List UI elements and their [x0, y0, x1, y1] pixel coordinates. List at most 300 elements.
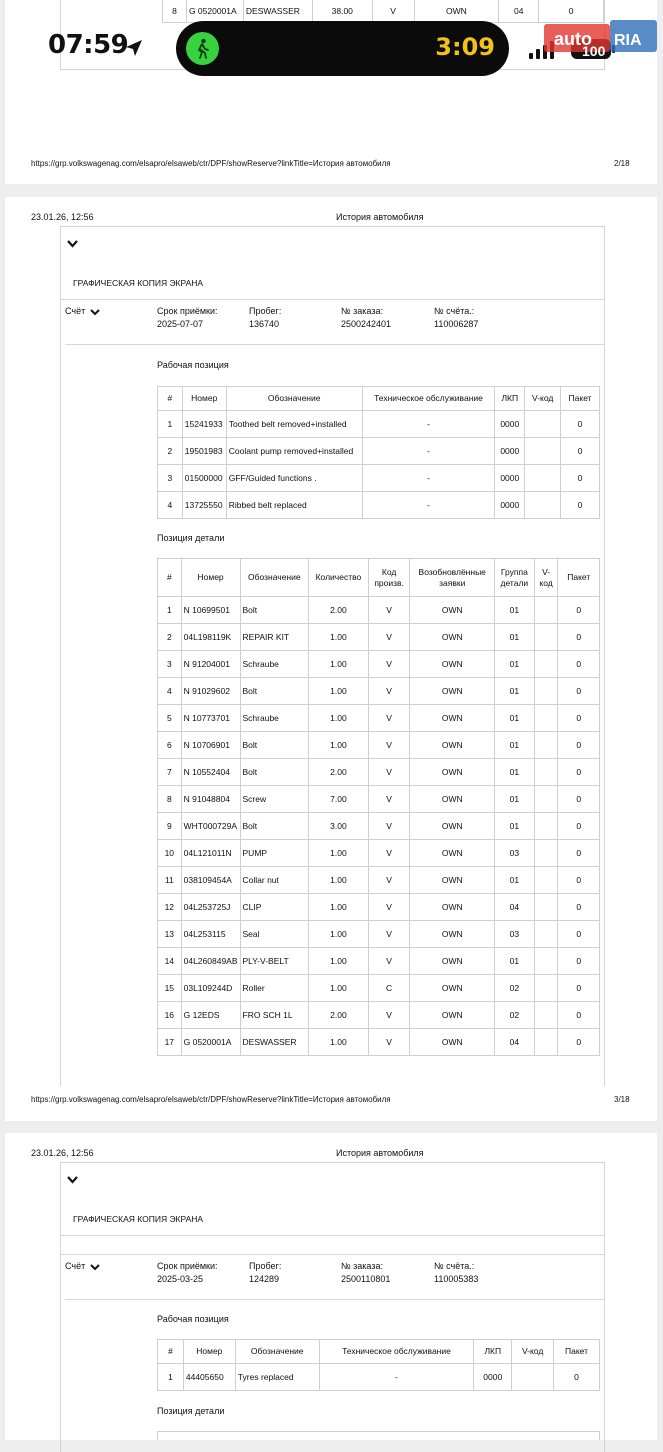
page-4-date: 23.01.26, 12:56 [31, 1148, 94, 1158]
table-cell: 03 [494, 840, 534, 867]
table-row [158, 678, 600, 705]
table-cell: 3 [158, 651, 182, 678]
divider [61, 299, 604, 300]
table-row [158, 438, 600, 465]
table-cell: 01 [494, 651, 534, 678]
table-cell: 1.00 [309, 867, 369, 894]
table-cell: C [368, 975, 410, 1002]
page-3-date: 23.01.26, 12:56 [31, 212, 94, 222]
table-cell: 038109454A [181, 867, 240, 894]
collapse-chevron-icon[interactable] [67, 239, 78, 248]
table-cell: - [362, 465, 495, 492]
column-header: ЛКП [495, 387, 525, 411]
table-cell: 2 [158, 624, 182, 651]
mileage-label: Пробег: [249, 1261, 282, 1271]
table-cell: 01 [494, 678, 534, 705]
table-row [158, 975, 600, 1002]
table-row [158, 1002, 600, 1029]
table-row [158, 948, 600, 975]
table-cell: 1 [158, 597, 182, 624]
table-cell: Screw [240, 786, 309, 813]
location-arrow-icon [124, 38, 144, 58]
table-cell: 1.00 [309, 732, 369, 759]
table-cell: 1.00 [309, 678, 369, 705]
table-cell: 0 [558, 678, 600, 705]
table-cell: 0 [561, 438, 600, 465]
table-cell: Bolt [240, 597, 309, 624]
table-cell: 12 [158, 894, 182, 921]
table-row [158, 840, 600, 867]
table-cell: 1.00 [309, 624, 369, 651]
table-cell: V [368, 651, 410, 678]
column-header: Обозначение [240, 559, 309, 597]
table-cell [534, 705, 558, 732]
table-cell: 01 [494, 786, 534, 813]
table-cell: 0 [558, 624, 600, 651]
walking-activity-icon [186, 32, 219, 65]
table-cell: 0 [558, 867, 600, 894]
table-cell: OWN [410, 678, 495, 705]
chevron-down-icon [90, 308, 100, 316]
column-header: V-код [525, 387, 561, 411]
table-row [158, 921, 600, 948]
page-4-screen-copy-label: ГРАФИЧЕСКАЯ КОПИЯ ЭКРАНА [73, 1214, 204, 1224]
table-cell [534, 840, 558, 867]
table-cell: 04L253725J [181, 894, 240, 921]
table-cell: V [368, 1029, 410, 1056]
accept-date-value: 2025-07-07 [157, 319, 204, 329]
table-cell: 0 [558, 840, 600, 867]
table-cell [534, 867, 558, 894]
table-cell: 01 [494, 732, 534, 759]
table-cell: 0000 [495, 465, 525, 492]
table-cell: G 0520001A [181, 1029, 240, 1056]
column-header: Группа детали [494, 559, 534, 597]
column-header: Пакет [554, 1340, 600, 1364]
table-cell: 15241933 [182, 411, 226, 438]
table-cell: - [362, 492, 495, 519]
table-cell: V [368, 894, 410, 921]
table-cell: 0 [558, 651, 600, 678]
table-row [158, 651, 600, 678]
accept-date-label: Срок приёмки: [157, 306, 218, 316]
table-row [158, 867, 600, 894]
table-cell: Tyres replaced [235, 1364, 319, 1391]
table-cell: G 12EDS [181, 1002, 240, 1029]
table-cell: OWN [410, 651, 495, 678]
table-cell: OWN [414, 0, 499, 22]
table-cell: OWN [410, 840, 495, 867]
divider [61, 1254, 604, 1255]
table-cell: 16 [158, 1002, 182, 1029]
table-cell: N 10699501 [181, 597, 240, 624]
table-cell: Schraube [240, 705, 309, 732]
table-cell: 0 [558, 597, 600, 624]
page-3-mileage [249, 305, 281, 331]
column-header: Обозначение [226, 387, 362, 411]
table-cell: 2.00 [309, 597, 369, 624]
table-cell: OWN [410, 948, 495, 975]
mileage-label: Пробег: [249, 306, 282, 316]
table-cell: 38.00 [312, 0, 372, 22]
chevron-down-icon [90, 1263, 100, 1271]
table-cell: 1 [158, 1364, 184, 1391]
table-cell [534, 921, 558, 948]
invoice-no-label: № счёта.: [434, 306, 475, 316]
table-cell: 01 [494, 705, 534, 732]
table-cell: OWN [410, 975, 495, 1002]
page-3-parts-table [157, 558, 600, 1056]
table-cell: 04 [494, 894, 534, 921]
table-row [158, 786, 600, 813]
divider [61, 1235, 604, 1236]
table-cell: V [368, 1002, 410, 1029]
pdf-page-3 [5, 197, 657, 1121]
table-cell: V [368, 624, 410, 651]
table-cell: V [368, 867, 410, 894]
svg-text:auto: auto [554, 29, 592, 49]
table-cell: 03L109244D [181, 975, 240, 1002]
page-4-invoice-toggle[interactable] [65, 1260, 100, 1273]
table-cell [534, 1029, 558, 1056]
table-cell: 0 [558, 813, 600, 840]
table-cell: 0 [558, 705, 600, 732]
table-cell: 1.00 [309, 948, 369, 975]
table-cell: 2.00 [309, 759, 369, 786]
table-cell [534, 732, 558, 759]
table-cell: N 10706901 [181, 732, 240, 759]
table-cell [534, 975, 558, 1002]
table-cell: REPAIR KIT [240, 624, 309, 651]
invoice-no-value: 110006287 [434, 319, 479, 329]
table-cell: 1.00 [309, 1029, 369, 1056]
page-3-footer-url[interactable]: https://grp.volkswagenag.com/elsapro/elsaweb/ctr/DPF/showReserve?linkTitle=История автомобиля [31, 1095, 391, 1104]
table-cell: 44405650 [183, 1364, 235, 1391]
table-cell: 1 [158, 411, 183, 438]
page-4-work-title: Рабочая позиция [157, 1314, 229, 1324]
table-cell: 03 [494, 921, 534, 948]
table-cell: DESWASSER [240, 1029, 309, 1056]
table-cell: 0 [539, 0, 604, 22]
table-cell: 01 [494, 813, 534, 840]
page-4-title: История автомобиля [336, 1148, 424, 1158]
clock: 07:59 [48, 30, 129, 60]
table-row [158, 411, 600, 438]
table-cell: Collar nut [240, 867, 309, 894]
order-no-value: 2500242401 [341, 319, 392, 329]
table-cell: Bolt [240, 732, 309, 759]
table-cell [512, 1364, 554, 1391]
collapse-chevron-icon[interactable] [67, 1175, 78, 1184]
order-no-label: № заказа: [341, 1261, 383, 1271]
table-cell: 0 [558, 786, 600, 813]
table-cell: PUMP [240, 840, 309, 867]
table-cell [534, 786, 558, 813]
column-header: Обозначение [235, 1340, 319, 1364]
table-cell: 04L198119K [181, 624, 240, 651]
table-cell: OWN [410, 786, 495, 813]
table-cell: 0 [558, 975, 600, 1002]
table-cell: 0 [558, 921, 600, 948]
table-cell: OWN [410, 894, 495, 921]
table-cell: 2 [158, 438, 183, 465]
table-cell: Ribbed belt replaced [226, 492, 362, 519]
table-cell: V [368, 840, 410, 867]
table-cell: 6 [158, 732, 182, 759]
table-cell: OWN [410, 759, 495, 786]
page-3-order-no [341, 305, 391, 331]
table-cell: Bolt [240, 678, 309, 705]
table-cell: OWN [410, 813, 495, 840]
table-cell: 19501983 [182, 438, 226, 465]
table-cell: FRO SCH 1L [240, 1002, 309, 1029]
table-row [158, 465, 600, 492]
table-cell: Bolt [240, 813, 309, 840]
column-header: Техническое обслуживание [362, 387, 495, 411]
table-cell: 01 [494, 867, 534, 894]
column-header: Техническое обслуживание [319, 1340, 474, 1364]
page-2-footer-url[interactable]: https://grp.volkswagenag.com/elsapro/elsaweb/ctr/DPF/showReserve?linkTitle=История автомобиля [31, 159, 391, 168]
divider [65, 344, 604, 345]
table-cell: Roller [240, 975, 309, 1002]
page-3-screen-copy-label: ГРАФИЧЕСКАЯ КОПИЯ ЭКРАНА [73, 278, 204, 288]
table-cell: Schraube [240, 651, 309, 678]
column-header: Код произв. [368, 559, 410, 597]
table-cell: 04L121011N [181, 840, 240, 867]
table-cell: 1.00 [309, 975, 369, 1002]
table-cell: OWN [410, 1002, 495, 1029]
table-cell: 4 [158, 492, 183, 519]
column-header: # [158, 1340, 184, 1364]
table-cell: 02 [494, 975, 534, 1002]
table-cell: 0000 [495, 438, 525, 465]
column-header: Номер [183, 1340, 235, 1364]
table-cell: OWN [410, 624, 495, 651]
table-cell: OWN [410, 705, 495, 732]
table-cell: 8 [163, 0, 187, 22]
table-cell: Seal [240, 921, 309, 948]
table-cell: 0 [558, 759, 600, 786]
table-cell: V [368, 948, 410, 975]
table-cell: 3.00 [309, 813, 369, 840]
table-cell: 0 [558, 1002, 600, 1029]
table-row [158, 705, 600, 732]
table-row [158, 492, 600, 519]
column-header: Пакет [558, 559, 600, 597]
table-cell [525, 411, 561, 438]
table-cell: 1.00 [309, 840, 369, 867]
table-row [158, 597, 600, 624]
dynamic-island[interactable] [176, 21, 509, 76]
page-4-parts-title: Позиция детали [157, 1406, 225, 1416]
table-cell [525, 465, 561, 492]
table-cell: 0 [561, 492, 600, 519]
table-cell: 02 [494, 1002, 534, 1029]
column-header: # [158, 559, 182, 597]
table-cell: 0000 [495, 411, 525, 438]
table-cell: 1.00 [309, 921, 369, 948]
accept-date-label: Срок приёмки: [157, 1261, 218, 1271]
table-cell: OWN [410, 867, 495, 894]
divider [65, 1299, 604, 1300]
table-cell: 04 [499, 0, 539, 22]
table-cell: 2.00 [309, 1002, 369, 1029]
table-cell: 01 [494, 759, 534, 786]
column-header: ЛКП [474, 1340, 512, 1364]
table-cell [534, 813, 558, 840]
page-3-invoice-toggle[interactable] [65, 305, 100, 318]
table-cell: 11 [158, 867, 182, 894]
table-cell: DESWASSER [243, 0, 312, 22]
table-cell [534, 651, 558, 678]
table-cell: CLIP [240, 894, 309, 921]
table-cell: 04L260849AB [181, 948, 240, 975]
table-cell: 0 [558, 732, 600, 759]
table-cell: OWN [410, 1029, 495, 1056]
table-cell: 01 [494, 948, 534, 975]
svg-text:RIA: RIA [614, 32, 642, 49]
table-cell: V [368, 678, 410, 705]
table-cell: 1.00 [309, 705, 369, 732]
status-bar [0, 0, 663, 100]
table-cell: V [368, 732, 410, 759]
table-cell [525, 492, 561, 519]
page-3-accept-date [157, 305, 218, 331]
table-cell: 0 [554, 1364, 600, 1391]
table-cell: - [362, 438, 495, 465]
table-cell: V [368, 597, 410, 624]
page-2-footer-page: 2/18 [614, 159, 630, 168]
table-cell: N 10773701 [181, 705, 240, 732]
table-cell: 15 [158, 975, 182, 1002]
column-header: V-код [534, 559, 558, 597]
table-cell: G 0520001A [186, 0, 243, 22]
page-3-parts-title: Позиция детали [157, 533, 225, 543]
table-cell: 0 [558, 948, 600, 975]
svg-text:100: 100 [582, 43, 606, 58]
page-4-frame [60, 1162, 605, 1452]
page-4-parts-table-top [157, 1431, 600, 1440]
invoice-label: Счёт [65, 306, 86, 316]
table-cell [534, 948, 558, 975]
watermark-logo [544, 18, 658, 58]
column-header: Номер [181, 559, 240, 597]
table-cell: 01 [494, 624, 534, 651]
table-cell: 0 [561, 411, 600, 438]
table-cell: Coolant pump removed+installed [226, 438, 362, 465]
page-4-accept-date [157, 1260, 218, 1286]
invoice-no-label: № счёта.: [434, 1261, 475, 1271]
table-cell: - [362, 411, 495, 438]
column-header: Пакет [561, 387, 600, 411]
table-cell: V [368, 921, 410, 948]
page-3-title: История автомобиля [336, 212, 424, 222]
page-3-work-title: Рабочая позиция [157, 360, 229, 370]
table-cell [534, 597, 558, 624]
table-cell: V [372, 0, 414, 22]
order-no-label: № заказа: [341, 306, 383, 316]
table-cell: OWN [410, 597, 495, 624]
page-3-work-table [157, 386, 600, 519]
table-cell: 7.00 [309, 786, 369, 813]
table-cell: 0 [558, 1029, 600, 1056]
table-cell: Bolt [240, 759, 309, 786]
table-cell: 14 [158, 948, 182, 975]
table-cell: N 91029602 [181, 678, 240, 705]
table-cell [534, 624, 558, 651]
activity-timer: 3:09 [435, 33, 495, 61]
table-cell: OWN [410, 921, 495, 948]
column-header: # [158, 387, 183, 411]
table-cell: 01500000 [182, 465, 226, 492]
column-header: Количество [309, 559, 369, 597]
pdf-page-4 [5, 1133, 657, 1440]
table-row [158, 624, 600, 651]
table-cell: 04 [494, 1029, 534, 1056]
invoice-no-value: 110005383 [434, 1274, 479, 1284]
accept-date-value: 2025-03-25 [157, 1274, 204, 1284]
table-cell: 13 [158, 921, 182, 948]
table-cell: 0 [558, 894, 600, 921]
table-cell: 5 [158, 705, 182, 732]
page-4-mileage [249, 1260, 281, 1286]
table-cell: 0000 [474, 1364, 512, 1391]
table-row [158, 813, 600, 840]
page-3-invoice-no [434, 305, 478, 331]
table-cell [534, 678, 558, 705]
table-cell: N 91048804 [181, 786, 240, 813]
page-4-order-no [341, 1260, 390, 1286]
table-cell: GFF/Guided functions . [226, 465, 362, 492]
table-cell: 1.00 [309, 651, 369, 678]
column-header: V-код [512, 1340, 554, 1364]
order-no-value: 2500110801 [341, 1274, 391, 1284]
table-cell: V [368, 759, 410, 786]
table-cell: 0000 [495, 492, 525, 519]
column-header: Возобновлённые заявки [410, 559, 495, 597]
table-cell: N 10552404 [181, 759, 240, 786]
table-cell: WHT000729A [181, 813, 240, 840]
table-cell [534, 1002, 558, 1029]
mileage-value: 124289 [249, 1274, 280, 1284]
table-cell: - [319, 1364, 474, 1391]
mileage-value: 136740 [249, 319, 280, 329]
table-cell: Toothed belt removed+installed [226, 411, 362, 438]
table-cell: 01 [494, 597, 534, 624]
page-4-invoice-no [434, 1260, 478, 1286]
page-3-footer-page: 3/18 [614, 1095, 630, 1104]
table-cell: 1.00 [309, 894, 369, 921]
table-cell: V [368, 786, 410, 813]
table-cell: V [368, 813, 410, 840]
table-row [158, 894, 600, 921]
table-cell [534, 894, 558, 921]
table-cell: 13725550 [182, 492, 226, 519]
table-cell: 8 [158, 786, 182, 813]
column-header: Номер [182, 387, 226, 411]
table-cell [534, 759, 558, 786]
table-cell: OWN [410, 732, 495, 759]
table-cell: 3 [158, 465, 183, 492]
table-cell: PLY-V-BELT [240, 948, 309, 975]
table-row [158, 732, 600, 759]
table-cell: 17 [158, 1029, 182, 1056]
table-cell: V [368, 705, 410, 732]
table-cell: 04L253115 [181, 921, 240, 948]
table-row [158, 1029, 600, 1056]
table-cell [525, 438, 561, 465]
table-row [158, 759, 600, 786]
